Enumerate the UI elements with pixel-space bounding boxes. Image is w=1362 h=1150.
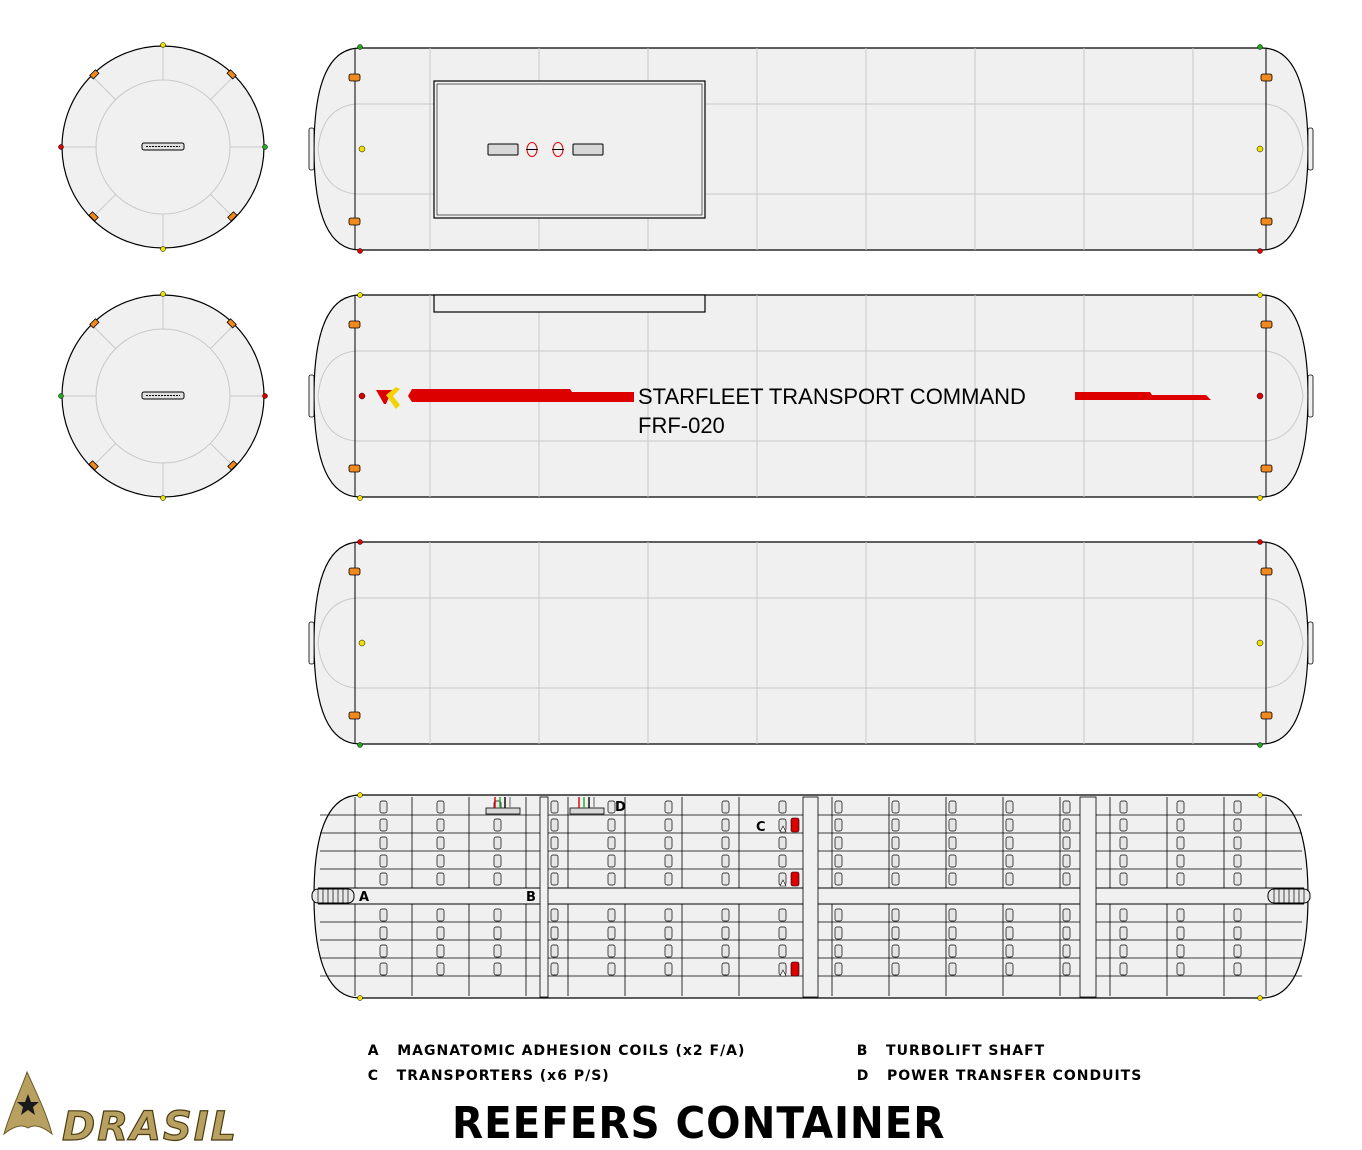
cargo-hatch-edge	[434, 295, 705, 312]
cargo-pod	[949, 873, 956, 885]
cargo-pod	[722, 855, 729, 867]
cargo-pod	[1063, 963, 1070, 975]
cargo-pod	[949, 927, 956, 939]
end-view-top	[59, 43, 268, 252]
callout-b: B	[526, 890, 536, 905]
cargo-pod	[1006, 909, 1013, 921]
cargo-pod	[722, 963, 729, 975]
cargo-pod	[437, 837, 444, 849]
cargo-pod	[892, 837, 899, 849]
callout-c: C	[756, 820, 766, 835]
cargo-pod	[494, 909, 501, 921]
cutaway-view	[312, 793, 1310, 1001]
cargo-pod	[608, 909, 615, 921]
cargo-pod	[665, 801, 672, 813]
cargo-pod	[665, 873, 672, 885]
cargo-pod	[1006, 945, 1013, 957]
cargo-pod	[551, 855, 558, 867]
cargo-pod	[949, 837, 956, 849]
cargo-pod	[1234, 909, 1241, 921]
cargo-pod	[494, 927, 501, 939]
cargo-pod	[551, 909, 558, 921]
cargo-pod	[608, 927, 615, 939]
cargo-pod	[1234, 945, 1241, 957]
cargo-pod	[1234, 927, 1241, 939]
cargo-pod	[1063, 801, 1070, 813]
cargo-pod	[608, 819, 615, 831]
cargo-pod	[949, 963, 956, 975]
cargo-pod	[1177, 837, 1184, 849]
legend-key: C	[367, 1068, 380, 1084]
cargo-pod	[608, 837, 615, 849]
cargo-pod	[1234, 837, 1241, 849]
hull-top-view	[309, 45, 1313, 254]
cargo-pod	[722, 873, 729, 885]
hull-side-view	[309, 293, 1313, 501]
cargo-pod	[1063, 909, 1070, 921]
cargo-pod	[722, 927, 729, 939]
cargo-pod	[551, 837, 558, 849]
cargo-pod	[722, 837, 729, 849]
cargo-pod	[835, 801, 842, 813]
cargo-pod	[1177, 909, 1184, 921]
cargo-pod	[494, 873, 501, 885]
cargo-pod	[494, 819, 501, 831]
cargo-pod	[437, 873, 444, 885]
cargo-pod	[380, 873, 387, 885]
cargo-pod	[665, 909, 672, 921]
cargo-pod	[380, 819, 387, 831]
cargo-pod	[892, 963, 899, 975]
cargo-pod	[380, 963, 387, 975]
cargo-pod	[835, 855, 842, 867]
adhesion-coil-icon	[1268, 889, 1310, 903]
cargo-pod	[1006, 819, 1013, 831]
cargo-pod	[1120, 819, 1127, 831]
cargo-pod	[892, 855, 899, 867]
cargo-pod	[608, 945, 615, 957]
cargo-pod	[608, 963, 615, 975]
cargo-pod	[608, 855, 615, 867]
cargo-pod	[1177, 963, 1184, 975]
cargo-pod	[665, 963, 672, 975]
cargo-pod	[1063, 819, 1070, 831]
cargo-pod	[1120, 945, 1127, 957]
legend-text: TURBOLIFT SHAFT	[886, 1043, 1046, 1059]
cargo-pod	[551, 873, 558, 885]
cargo-pod	[1120, 837, 1127, 849]
cargo-pod	[1063, 927, 1070, 939]
cargo-pod	[1234, 855, 1241, 867]
cargo-pod	[779, 909, 786, 921]
cargo-pod	[437, 945, 444, 957]
adhesion-coil-icon	[312, 889, 354, 903]
cargo-pod	[1234, 819, 1241, 831]
cargo-pod	[722, 909, 729, 921]
cargo-pod	[1177, 819, 1184, 831]
cargo-hatch	[434, 81, 705, 218]
cargo-pod	[949, 801, 956, 813]
cargo-pod	[437, 819, 444, 831]
cargo-pod	[1120, 909, 1127, 921]
cargo-pod	[1120, 927, 1127, 939]
cargo-pod	[1234, 873, 1241, 885]
cargo-pod	[1177, 927, 1184, 939]
cargo-pod	[665, 927, 672, 939]
hull-text: STARFLEET TRANSPORT COMMAND	[638, 384, 1026, 409]
callout-a: A	[359, 890, 370, 905]
cargo-pod	[380, 837, 387, 849]
cargo-pod	[494, 963, 501, 975]
legend-key: B	[856, 1043, 869, 1059]
cargo-pod	[380, 801, 387, 813]
cargo-pod	[779, 837, 786, 849]
cargo-pod	[380, 945, 387, 957]
cargo-pod	[835, 963, 842, 975]
cargo-pod	[779, 801, 786, 813]
hull-bottom-view	[309, 540, 1313, 748]
cargo-pod	[608, 873, 615, 885]
cargo-pod	[1006, 837, 1013, 849]
cargo-pod	[835, 945, 842, 957]
cargo-pod	[722, 801, 729, 813]
cargo-pod	[665, 855, 672, 867]
cargo-pod	[949, 945, 956, 957]
cargo-pod	[494, 855, 501, 867]
cargo-pod	[1063, 855, 1070, 867]
legend-item-c	[356, 1052, 610, 1084]
cargo-pod	[1177, 945, 1184, 957]
cargo-pod	[892, 873, 899, 885]
cargo-pod	[892, 909, 899, 921]
cargo-pod	[437, 855, 444, 867]
legend-key: D	[856, 1068, 870, 1084]
cargo-pod	[494, 837, 501, 849]
cargo-pod	[665, 819, 672, 831]
cargo-pod	[1120, 873, 1127, 885]
cargo-pod	[722, 819, 729, 831]
cargo-pod	[1234, 963, 1241, 975]
cargo-pod	[892, 927, 899, 939]
cargo-pod	[551, 927, 558, 939]
cargo-pod	[779, 945, 786, 957]
cargo-pod	[608, 801, 615, 813]
cargo-pod	[835, 909, 842, 921]
cargo-pod	[1177, 873, 1184, 885]
cargo-pod	[437, 927, 444, 939]
cargo-pod	[1006, 801, 1013, 813]
cargo-pod	[380, 855, 387, 867]
cargo-pod	[437, 801, 444, 813]
legend-item-d	[845, 1052, 1142, 1084]
cargo-pod	[551, 945, 558, 957]
cargo-pod	[1120, 801, 1127, 813]
cargo-pod	[1006, 855, 1013, 867]
cargo-pod	[665, 837, 672, 849]
cargo-pod	[949, 855, 956, 867]
legend-text: TRANSPORTERS (x6 P/S)	[396, 1068, 610, 1084]
cargo-pod	[779, 855, 786, 867]
cargo-pod	[551, 801, 558, 813]
registry-number: FRF-020	[638, 413, 725, 438]
cargo-pod	[494, 945, 501, 957]
cargo-pod	[1063, 945, 1070, 957]
starfleet-delta-icon	[4, 1072, 52, 1134]
cargo-pod	[1234, 801, 1241, 813]
cargo-pod	[437, 909, 444, 921]
cargo-pod	[380, 909, 387, 921]
cargo-pod	[1006, 873, 1013, 885]
legend-text: POWER TRANSFER CONDUITS	[887, 1068, 1143, 1084]
end-view-bottom	[59, 292, 268, 501]
legend-text: MAGNATOMIC ADHESION COILS (x2 F/A)	[397, 1043, 746, 1059]
cargo-pod	[1120, 963, 1127, 975]
cargo-pod	[835, 837, 842, 849]
logo-text: DRASIL	[62, 1104, 239, 1150]
cargo-pod	[1006, 927, 1013, 939]
cargo-pod	[1120, 855, 1127, 867]
cargo-pod	[1177, 855, 1184, 867]
cargo-pod	[1177, 801, 1184, 813]
cargo-pod	[551, 819, 558, 831]
cargo-pod	[835, 819, 842, 831]
cargo-pod	[551, 963, 558, 975]
cargo-pod	[835, 927, 842, 939]
cargo-pod	[892, 945, 899, 957]
cargo-pod	[835, 873, 842, 885]
cargo-pod	[949, 819, 956, 831]
cargo-pod	[892, 819, 899, 831]
cargo-pod	[779, 927, 786, 939]
document-title: REEFERS CONTAINER	[452, 1098, 946, 1149]
cargo-pod	[665, 945, 672, 957]
cargo-pod	[380, 927, 387, 939]
cargo-pod	[892, 801, 899, 813]
cargo-pod	[437, 963, 444, 975]
callout-d: D	[615, 800, 626, 815]
cargo-pod	[722, 945, 729, 957]
cargo-pod	[1063, 873, 1070, 885]
cargo-pod	[1063, 837, 1070, 849]
cargo-pod	[949, 909, 956, 921]
legend-key: A	[367, 1043, 380, 1059]
cargo-pod	[1006, 963, 1013, 975]
